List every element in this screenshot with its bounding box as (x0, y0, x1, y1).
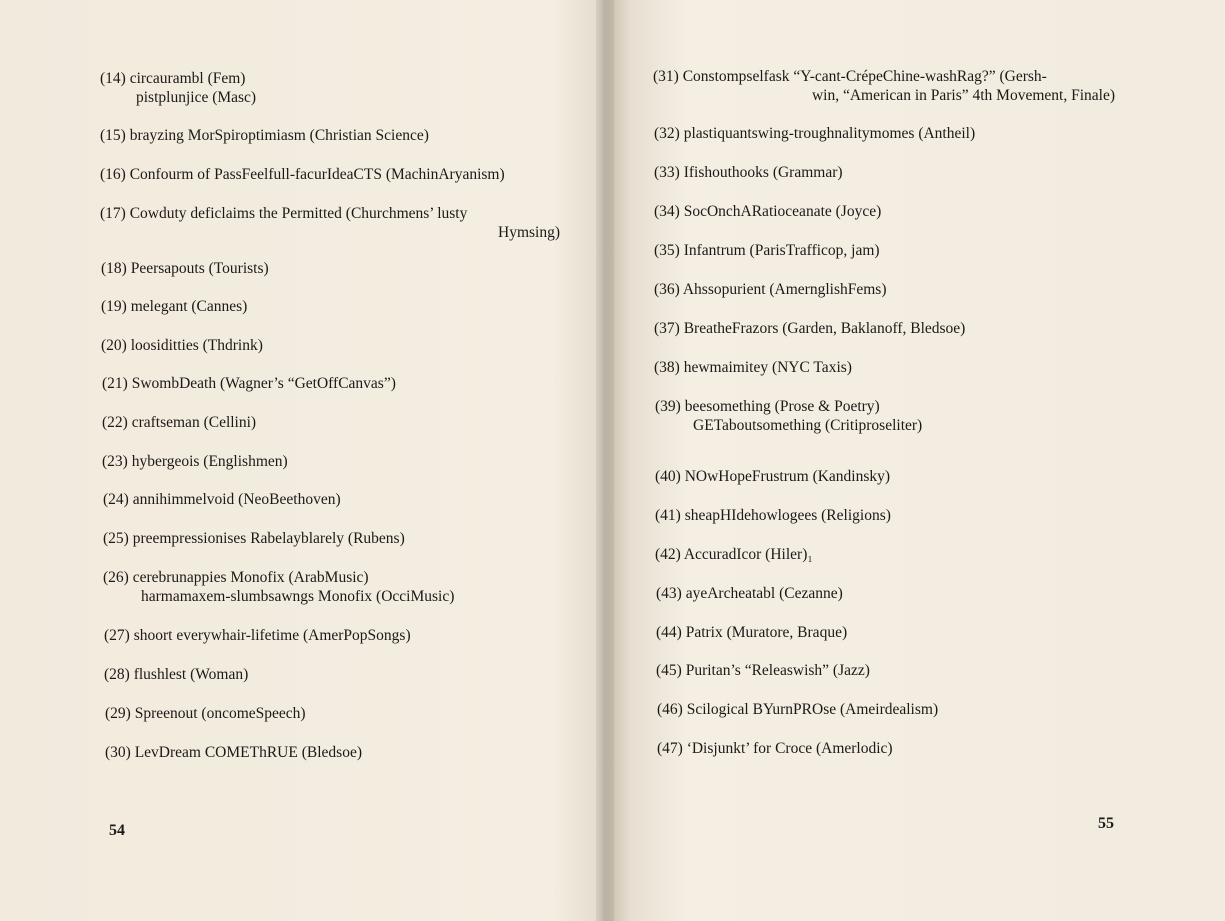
list-item: (17) Cowduty deficlaims the Permitted (Churchmens’ lusty Hymsing) (100, 205, 560, 241)
list-item: (34) SocOnchARatioceanate (Joyce) (654, 203, 882, 220)
list-item: (46) Scilogical BYurnPROse (Ameirdealism) (657, 701, 939, 718)
list-item: (16) Confourm of PassFeelfull-facurIdeaCTS (MachinAryanism) (100, 166, 505, 183)
right-page (612, 0, 1225, 921)
list-item: (37) BreatheFrazors (Garden, Baklanoff, Bledsoe) (654, 320, 966, 337)
page-number: 54 (109, 822, 125, 839)
list-item: (24) annihimmelvoid (NeoBeethoven) (103, 491, 341, 508)
list-item: (29) Spreenout (oncomeSpeech) (105, 705, 306, 722)
list-item: (19) melegant (Cannes) (101, 298, 248, 315)
list-item: (44) Patrix (Muratore, Braque) (656, 624, 848, 641)
list-item: (47) ‘Disjunkt’ for Croce (Amerlodic) (657, 740, 893, 757)
list-item: (22) craftseman (Cellini) (102, 414, 257, 431)
page-number: 55 (1098, 815, 1114, 832)
list-item: (20) loosiditties (Thdrink) (101, 337, 263, 354)
list-item: (39) beesomething (Prose & Poetry) GETaboutsomething (Critiproseliter) (655, 398, 923, 434)
list-item: (21) SwombDeath (Wagner’s “GetOffCanvas”) (102, 375, 396, 392)
list-item: (40) NOwHopeFrustrum (Kandinsky) (655, 468, 891, 485)
list-item: (26) cerebrunappies Monofix (ArabMusic) harmamaxem-slumbsawngs Monofix (OcciMusic) (103, 569, 455, 605)
list-item: (30) LevDream COMEThRUE (Bledsoe) (105, 744, 362, 761)
list-item: (18) Peersapouts (Tourists) (101, 260, 269, 277)
list-item: (23) hybergeois (Englishmen) (102, 453, 288, 470)
list-item: (31) Constompselfask “Y-cant-CrépeChine-washRag?” (Gersh- win, “American in Paris” 4th Movement, Finale) (653, 68, 1115, 104)
list-item: (33) Ifishouthooks (Grammar) (654, 164, 843, 181)
list-item: (41) sheapHIdehowlogees (Religions) (655, 507, 891, 524)
list-item: (42) AccuradIcor (Hiler)₁ (655, 546, 813, 563)
list-item: (15) brayzing MorSpiroptimiasm (Christian Science) (100, 127, 429, 144)
list-item: (43) ayeArcheatabl (Cezanne) (656, 585, 843, 602)
list-item: (32) plastiquantswing-troughnalitymomes (Antheil) (654, 125, 976, 142)
list-item: (25) preempressionises Rabelayblarely (Rubens) (103, 530, 405, 547)
list-item: (45) Puritan’s “Releaswish” (Jazz) (656, 662, 870, 679)
list-item: (35) Infantrum (ParisTrafficop, jam) (654, 242, 880, 259)
list-item: (38) hewmaimitey (NYC Taxis) (654, 359, 852, 376)
left-page (0, 0, 598, 921)
list-item: (28) flushlest (Woman) (104, 666, 249, 683)
list-item: (14) circaurambl (Fem) pistplunjice (Masc) (100, 70, 257, 106)
list-item: (36) Ahssopurient (AmernglishFems) (654, 281, 887, 298)
list-item: (27) shoort everywhair-lifetime (AmerPopSongs) (104, 627, 411, 644)
